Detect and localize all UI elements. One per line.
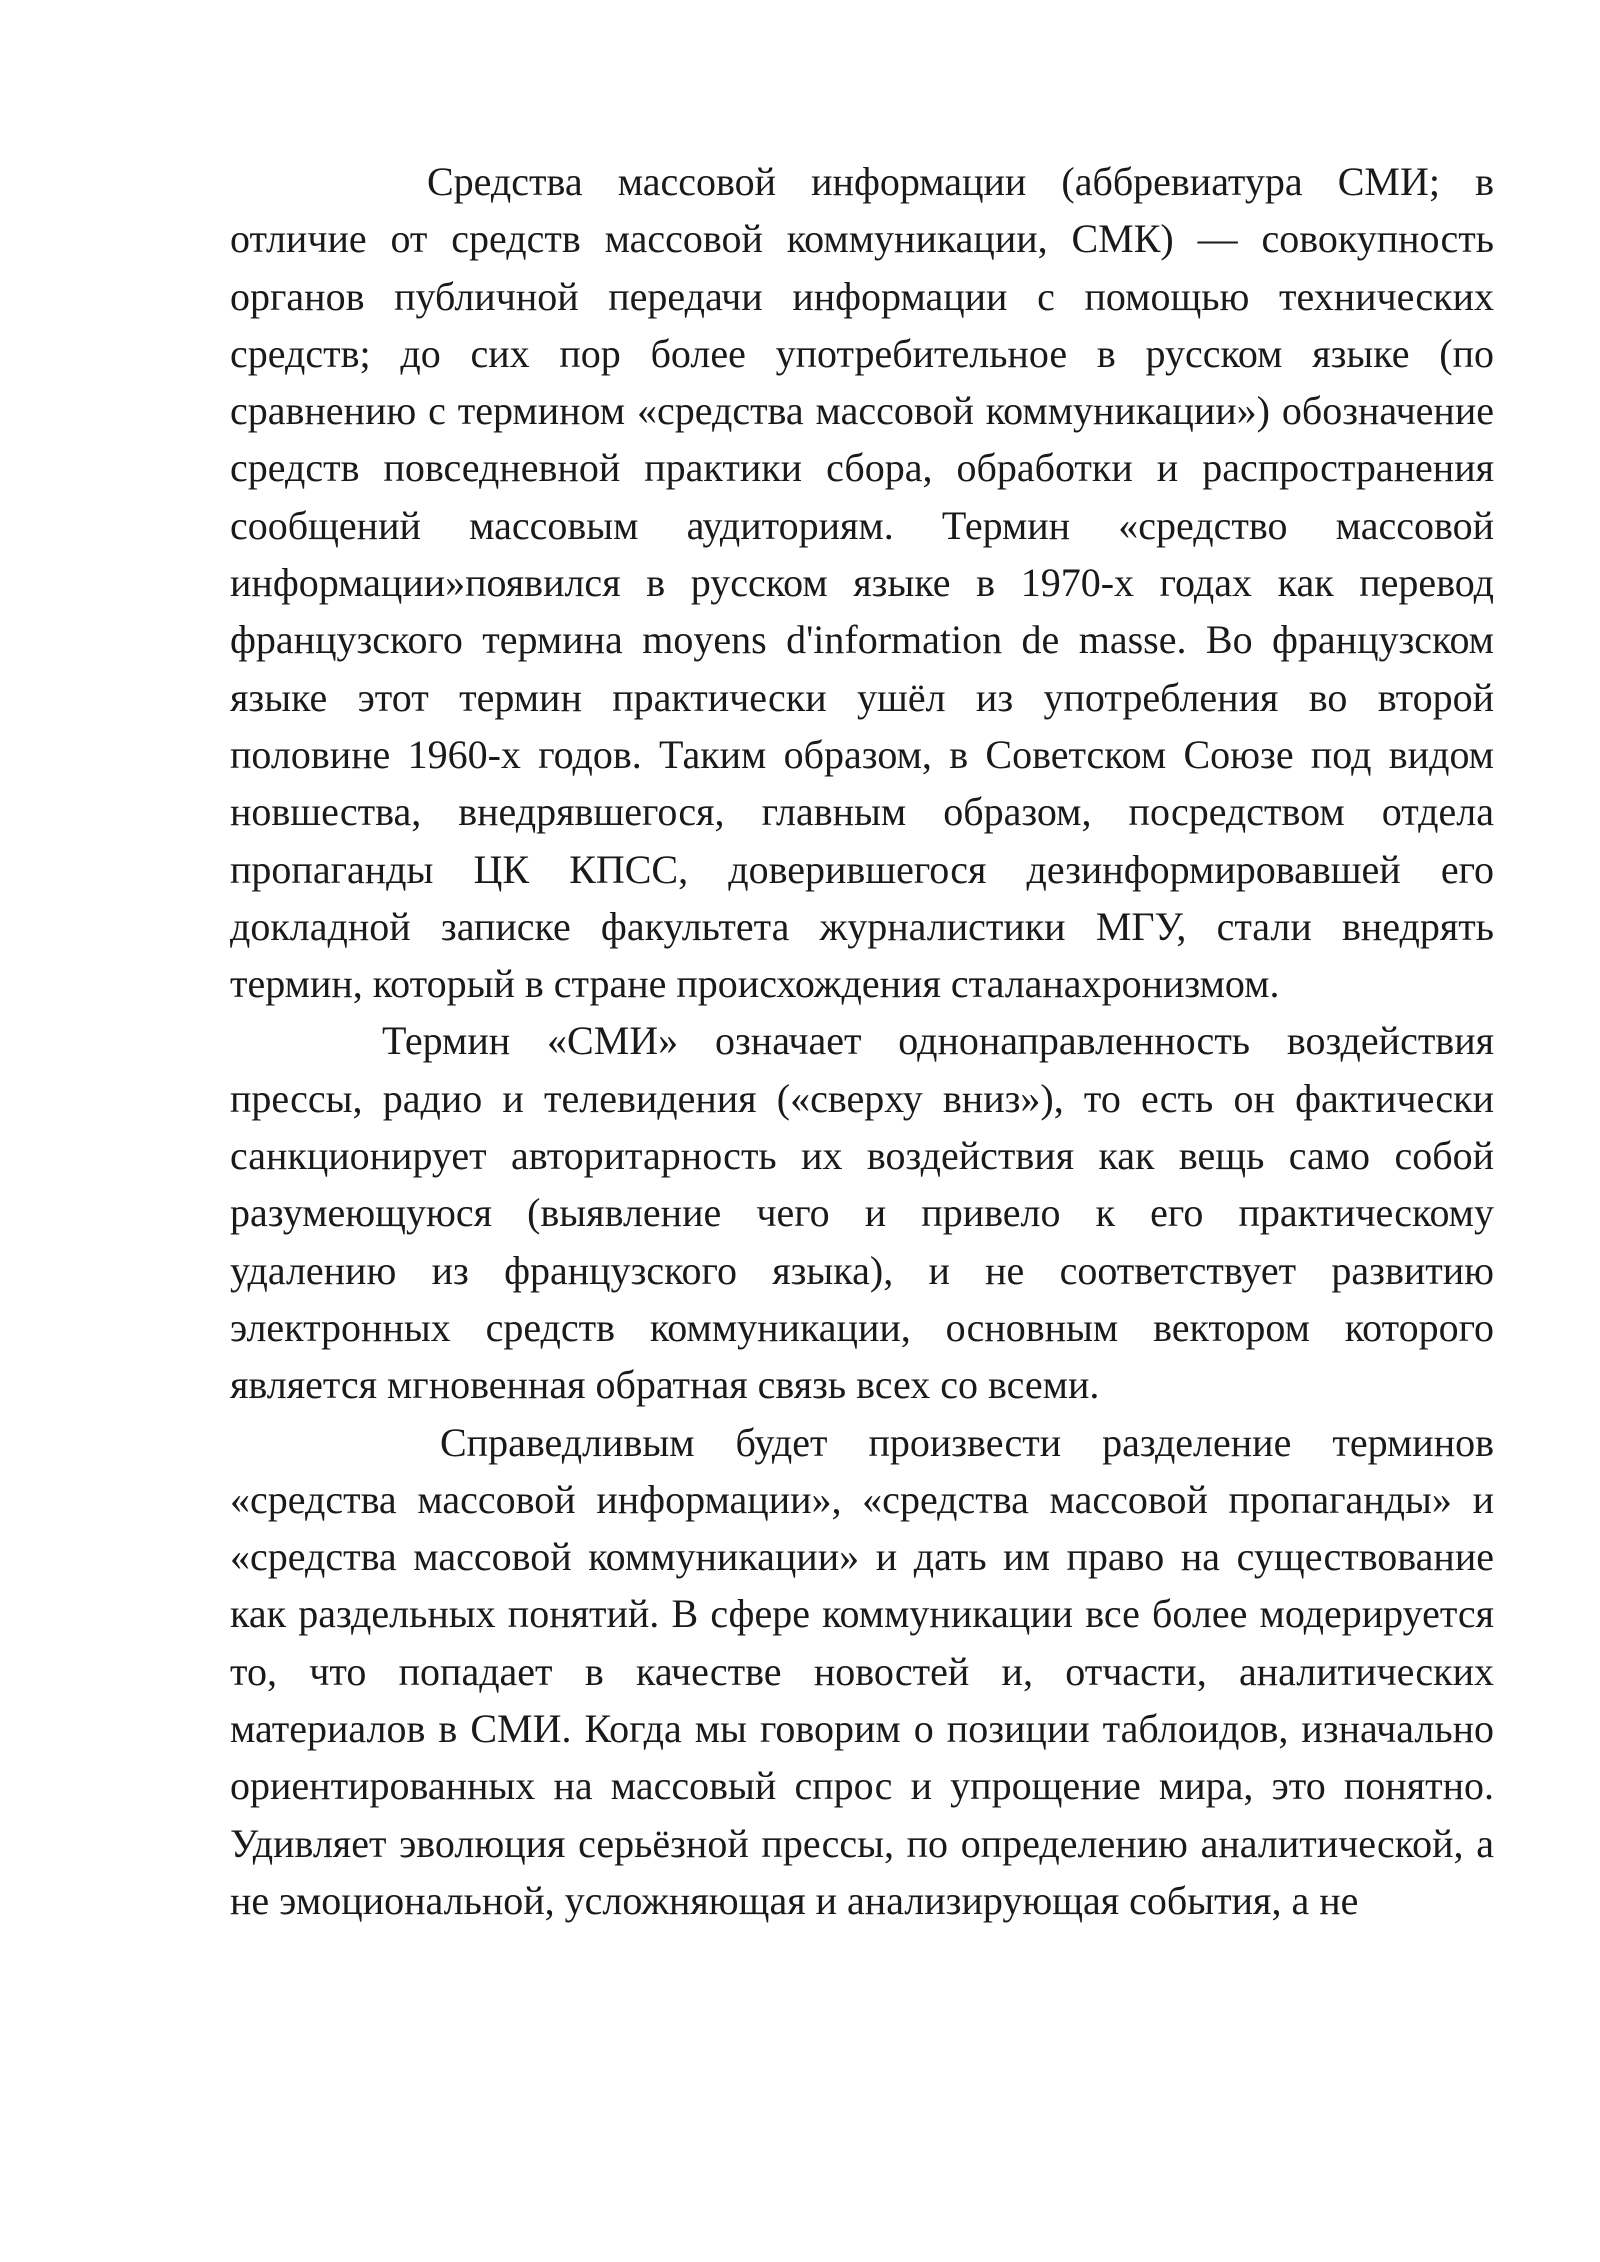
- paragraph-terms-separation: Справедливым будет произвести разделение терминов «средства массовой информации», «средства массовой пропаганды» и «средства массовой коммуникации» и дать им право на существование как раздельных понятий. В сфере коммуникации все более модерируется то, что попадает в качестве новостей и, отчасти, аналитических материалов в СМИ. Когда мы говорим о позиции таблоидов, изначально ориентированных на массовый спрос и упрощение мира, это понятно. Удивляет эволюция серьёзной прессы, по определению аналитической, а не эмоциональной, усложняющая и анализирующая события, а не: [230, 1419, 1494, 1923]
- paragraph-smi-term-meaning: Термин «СМИ» означает однонаправленность воздействия прессы, радио и телевидения («сверху вниз»), то есть он фактически санкционирует авторитарность их воздействия как вещь само собой разумеющуюся (выявление чего и привело к его практическому удалению из французского языка), и не соответствует развитию электронных средств коммуникации, основным вектором которого является мгновенная обратная связь всех со всеми.: [230, 1018, 1494, 1408]
- paragraph-mass-media-definition: Средства массовой информации (аббревиатура СМИ; в отличие от средств массовой коммуникации, СМК) — совокупность органов публичной передачи информации с помощью технических средств; до сих пор более употребительное в русском языке (по сравнению с термином «средства массовой коммуникации») обозначение средств повседневной практики сбора, обработки и распространения сообщений массовым аудиториям. Термин «средство массовой информации»появился в русском языке в 1970-х годах как перевод французского термина moyens d'information de masse. Во французском языке этот термин практически ушёл из употребления во второй половине 1960-х годов. Таким образом, в Советском Союзе под видом новшества, внедрявшегося, главным образом, посредством отдела пропаганды ЦК КПСС, доверившегося дезинформировавшей его докладной записке факультета журналистики МГУ, стали внедрять термин, который в стране происхождения сталанахронизмом.: [230, 159, 1494, 1007]
- document-body: [230, 153, 1494, 1929]
